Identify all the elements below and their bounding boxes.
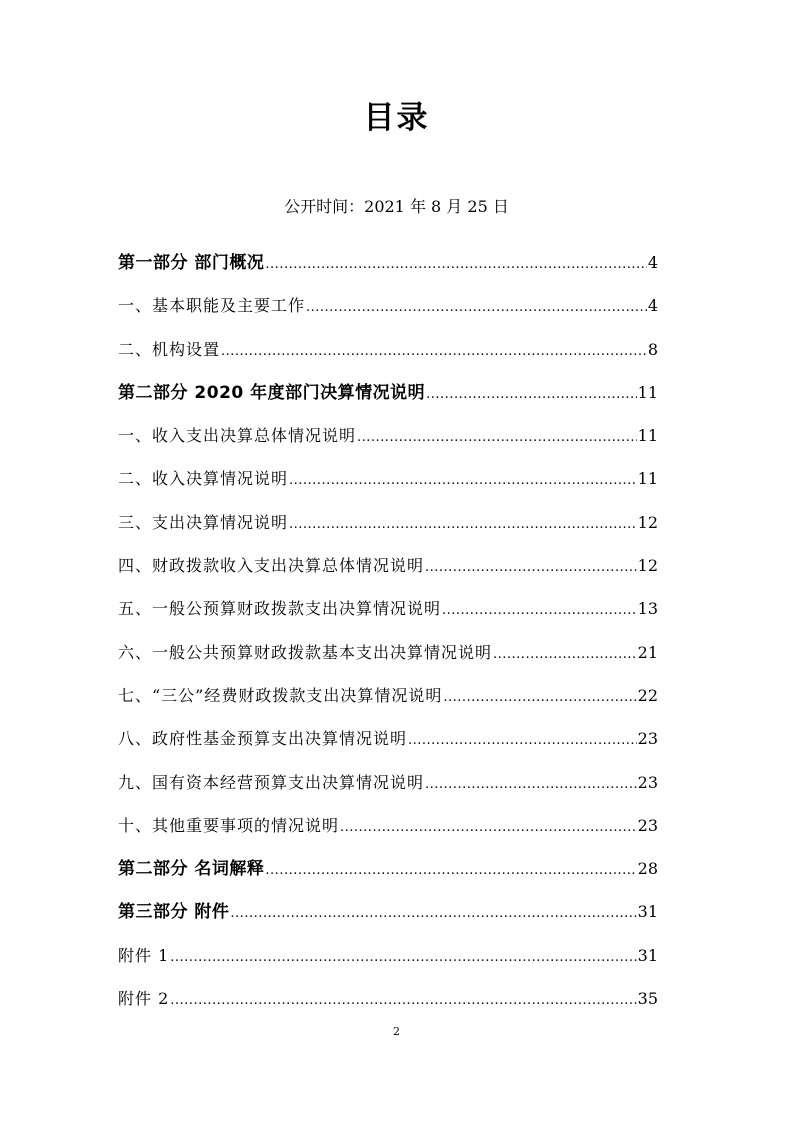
toc-entry-page: 21 xyxy=(637,642,658,662)
toc-entry-label: 十、其他重要事项的情况说明 xyxy=(118,815,340,835)
toc-leader-dots xyxy=(265,849,636,892)
toc-entry-page: 23 xyxy=(637,729,658,749)
toc-entry[interactable] xyxy=(118,977,658,1020)
toc-entry-label: 九、国有资本经营预算支出决算情况说明 xyxy=(118,772,425,792)
toc-entry[interactable] xyxy=(118,328,658,371)
toc-entry[interactable] xyxy=(118,284,658,327)
toc-entry[interactable] xyxy=(118,241,658,284)
toc-leader-dots xyxy=(230,892,636,935)
toc-entry-page: 23 xyxy=(637,815,658,835)
toc-entry[interactable] xyxy=(118,804,658,847)
toc-entry-page: 4 xyxy=(647,296,658,316)
toc-leader-dots xyxy=(221,330,647,373)
toc-entry-label: 二、收入决算情况说明 xyxy=(118,469,289,489)
toc-leader-dots xyxy=(408,719,637,762)
toc-entry-page: 28 xyxy=(637,859,658,879)
toc-entry-page: 35 xyxy=(637,989,658,1009)
toc-leader-dots xyxy=(425,546,637,589)
toc-entry[interactable] xyxy=(118,631,658,674)
table-of-contents xyxy=(118,241,658,1020)
toc-entry-label: 六、一般公共预算财政拨款基本支出决算情况说明 xyxy=(118,642,493,662)
toc-entry-label: 三、支出决算情况说明 xyxy=(118,512,289,532)
publish-time: 公开时间：2021 年 8 月 25 日 xyxy=(284,197,509,216)
toc-entry-label: 一、收入支出决算总体情况说明 xyxy=(118,426,357,446)
toc-entry-label: 第二部分 名词解释 xyxy=(118,859,265,880)
toc-leader-dots xyxy=(170,979,636,1022)
toc-entry-page: 12 xyxy=(637,512,658,532)
toc-leader-dots xyxy=(289,503,637,546)
toc-leader-dots xyxy=(425,763,637,806)
toc-entry[interactable] xyxy=(118,371,658,414)
toc-entry-label: 二、机构设置 xyxy=(118,339,221,359)
toc-entry-page: 11 xyxy=(637,426,658,446)
toc-entry[interactable] xyxy=(118,934,658,977)
toc-entry-page: 8 xyxy=(647,339,658,359)
toc-entry-page: 11 xyxy=(637,382,658,402)
toc-entry[interactable] xyxy=(118,890,658,933)
toc-entry-label: 四、财政拨款收入支出决算总体情况说明 xyxy=(118,556,425,576)
toc-entry[interactable] xyxy=(118,717,658,760)
toc-entry-page: 11 xyxy=(637,469,658,489)
page-number: 2 xyxy=(393,1025,400,1038)
toc-entry-label: 一、基本职能及主要工作 xyxy=(118,296,306,316)
toc-entry[interactable] xyxy=(118,587,658,630)
toc-leader-dots xyxy=(443,676,636,719)
toc-entry-label: 第二部分 2020 年度部门决算情况说明 xyxy=(118,382,426,403)
toc-entry-page: 31 xyxy=(637,902,658,922)
toc-leader-dots xyxy=(357,416,637,459)
toc-entry[interactable] xyxy=(118,544,658,587)
toc-entry-label: 附件 2 xyxy=(118,989,170,1009)
toc-leader-dots xyxy=(170,936,636,979)
page-title: 目录 xyxy=(363,100,430,136)
toc-entry-page: 4 xyxy=(647,253,658,272)
toc-entry[interactable] xyxy=(118,457,658,500)
toc-leader-dots xyxy=(442,589,637,632)
toc-leader-dots xyxy=(426,373,636,416)
toc-leader-dots xyxy=(493,633,637,676)
toc-leader-dots xyxy=(265,243,646,286)
toc-leader-dots xyxy=(306,286,647,329)
toc-entry-label: 八、政府性基金预算支出决算情况说明 xyxy=(118,729,408,749)
toc-entry[interactable] xyxy=(118,674,658,717)
toc-entry-label: 第三部分 附件 xyxy=(118,902,230,923)
toc-entry[interactable] xyxy=(118,761,658,804)
toc-entry-label: 第一部分 部门概况 xyxy=(118,253,265,273)
toc-entry-page: 13 xyxy=(637,599,658,619)
toc-entry-label: 七、“三公”经费财政拨款支出决算情况说明 xyxy=(118,685,443,705)
toc-entry-page: 31 xyxy=(637,945,658,965)
toc-leader-dots xyxy=(289,459,637,502)
toc-entry[interactable] xyxy=(118,414,658,457)
toc-entry[interactable] xyxy=(118,501,658,544)
toc-entry-label: 五、一般公预算财政拨款支出决算情况说明 xyxy=(118,599,442,619)
toc-entry-page: 12 xyxy=(637,556,658,576)
toc-entry-page: 23 xyxy=(637,772,658,792)
toc-leader-dots xyxy=(340,806,637,849)
toc-entry-label: 附件 1 xyxy=(118,945,170,965)
toc-entry[interactable] xyxy=(118,847,658,890)
toc-entry-page: 22 xyxy=(637,685,658,705)
